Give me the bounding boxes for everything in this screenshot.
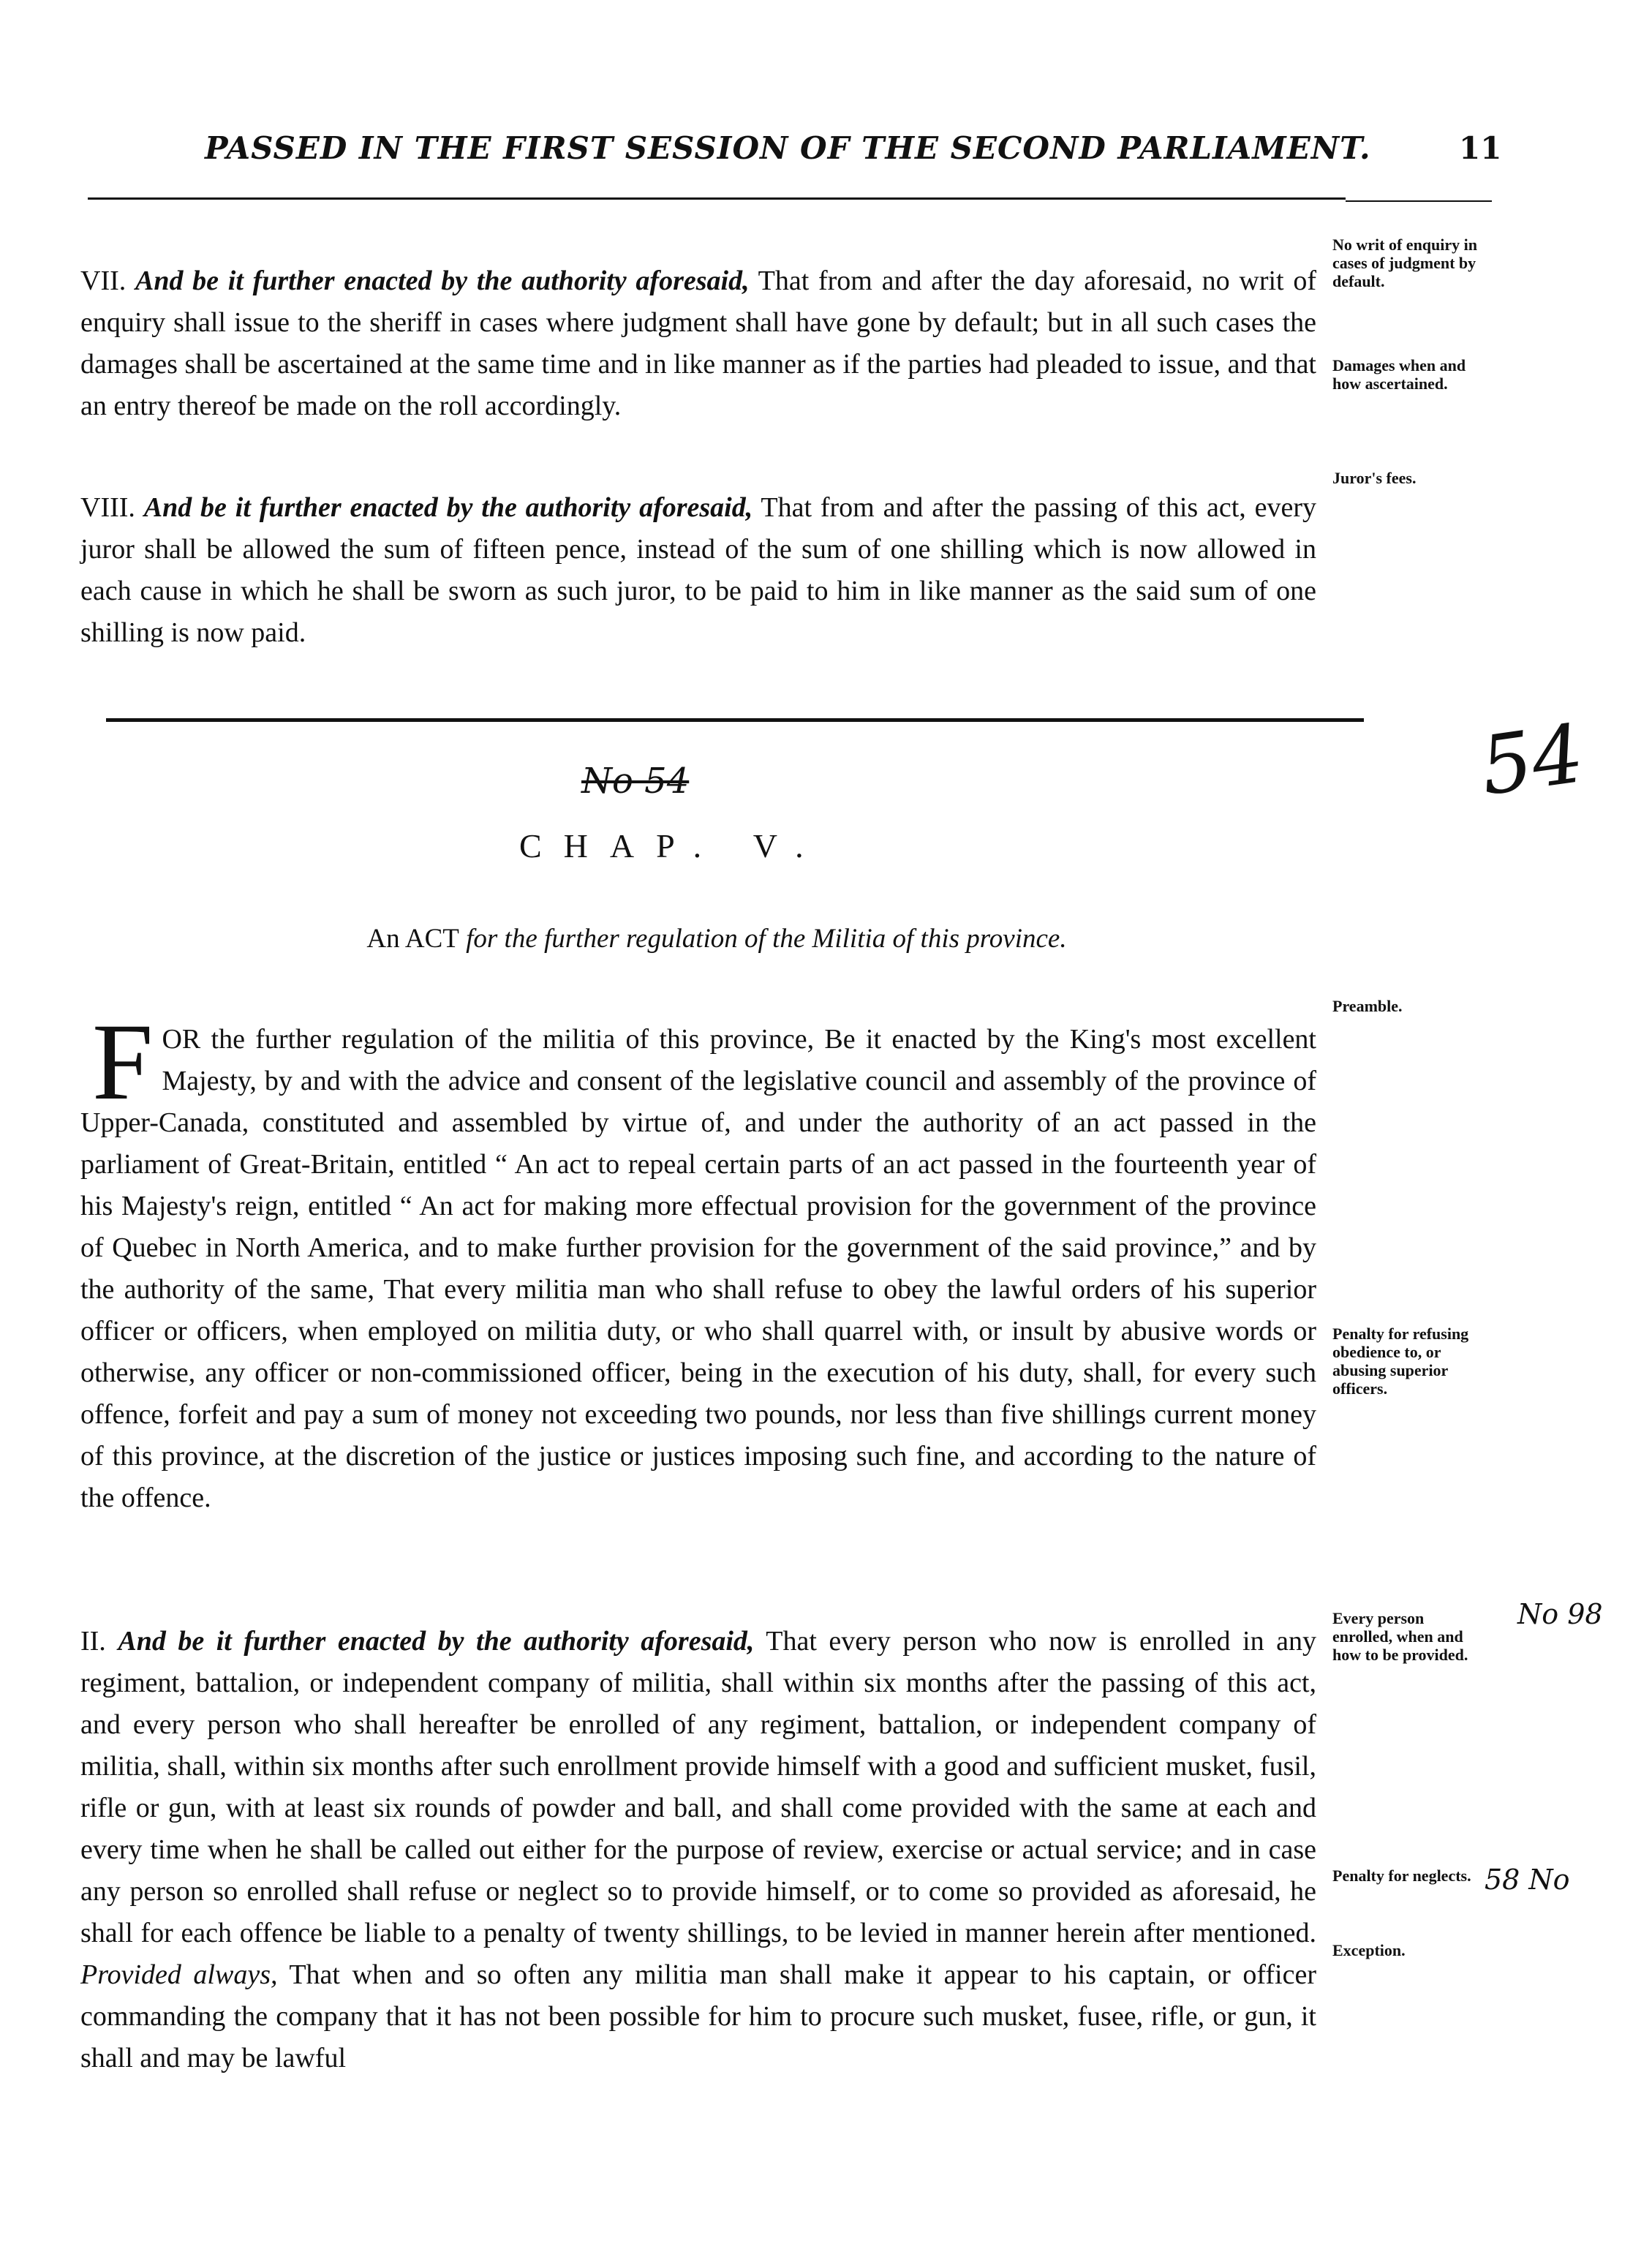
page-number: 11 — [1459, 130, 1502, 166]
act-subject: for the further regulation of the Militia of this province. — [466, 924, 1067, 954]
margin-note-preamble: Preamble. — [1332, 997, 1403, 1015]
chapter-title: CHAP. V. — [519, 827, 826, 864]
act-word: An ACT — [366, 924, 459, 954]
section-text: That from and after the day aforesaid, no writ of enquiry shall issue to the sheriff in cases where judgment shall have gone by default; but in all such cases the damages shall be ascertained at the same time and in like manner as if the parties had pleaded to issue, and that an entry thereof be made on the roll accordingly. — [80, 265, 1316, 421]
margin-note-penalty-refusing: Penalty for refusing obedience to, or abusing superior officers. — [1332, 1325, 1469, 1398]
act-title — [88, 923, 1346, 954]
proviso-clause: Provided always, — [80, 1959, 278, 1990]
header-rule — [88, 197, 1346, 200]
section-text: That every person who now is enrolled in any regiment, battalion, or independent company of militia, shall within six months after the passing of this act, and every person who shall hereafter be enrolled of any regiment, battalion, or independent company of militia, shall, within six months after such enrollment provide himself with a good and sufficient musket, fusil, rifle or gun, with at least six rounds of powder and ball, and shall come provided with the same at each and every time when he shall be called out either for the purpose of review, exercise or actual service; and in case any person so enrolled shall refuse or neglect so to provide himself, or to come so provided as aforesaid, he shall for each offence be liable to a penalty of twenty shillings, to be levied in manner herein after mentioned. — [80, 1626, 1316, 1948]
section-viii — [80, 487, 1316, 654]
section-number: VII. — [80, 265, 127, 296]
header-rule-extension — [1346, 200, 1492, 202]
enacting-clause: And be it further enacted by the authority aforesaid, — [143, 492, 753, 523]
section-number: II. — [80, 1626, 106, 1657]
margin-note-damages: Damages when and how ascertained. — [1332, 356, 1466, 393]
handwritten-annotation-98: No 98 — [1517, 1598, 1603, 1630]
handwritten-page-annotation: 54 — [1474, 706, 1590, 814]
preamble-paragraph — [80, 1001, 1316, 1519]
preamble-text: OR the further regulation of the militia of this province, Be it enacted by the King's most excellent Majesty, by and with the advice and consent of the legislative council and assembly of the province of Upper-Canada, constituted and assembled by virtue of, and under the authority of an act passed in the parliament of Great-Britain, entitled “ An act to repeal certain parts of an act passed in the fourteenth year of his Majesty's reign, entitled “ An act for making more effectual provision for the government of the province of Quebec in North America, and to make further provision for the government of the said province,” and by the authority of the same, That every militia man who shall refuse to obey the lawful orders of his superior officer or officers, when employed on militia duty, or who shall quarrel with, or insult by abusive words or otherwise, any officer or non-commissioned officer, being in the execution of his duty, shall, for every such offence, forfeit and pay a sum of money not exceeding two pounds, nor less than five shillings current money of this province, at the discretion of the justice or justices imposing such fine, and according to the nature of the offence. — [80, 1024, 1316, 1513]
section-ii — [80, 1621, 1316, 2079]
section-vii — [80, 260, 1316, 427]
handwritten-annotation-58: 58 No — [1485, 1864, 1570, 1896]
chapter-divider-rule — [106, 718, 1364, 722]
drop-cap: F — [92, 1001, 154, 1123]
section-text: That from and after the passing of this act, every juror shall be allowed the sum of fifteen pence, instead of the sum of one shilling which is now allowed in each cause in which he shall be sworn as such juror, to be paid to him in like manner as the said sum of one shilling is now paid. — [80, 492, 1317, 648]
enacting-clause: And be it further enacted by the authority aforesaid, — [135, 265, 750, 296]
section-text-continued: That when and so often any militia man shall make it appear to his captain, or officer commanding the company that it has not been possible for him to procure such musket, fusee, rifle, or gun, it shall and may be lawful — [80, 1959, 1316, 2073]
margin-note-exception: Exception. — [1332, 1941, 1406, 1959]
margin-note-jurors-fees: Juror's fees. — [1332, 469, 1417, 487]
margin-note-every-person-enrolled: Every person enrolled, when and how to be provided. — [1332, 1609, 1468, 1664]
running-head: PASSED IN THE FIRST SESSION OF THE SECOND PARLIAMENT. — [205, 130, 1371, 166]
handwritten-chapter-number: No 54 — [581, 761, 690, 802]
enacting-clause: And be it further enacted by the authority aforesaid, — [118, 1626, 755, 1657]
section-number: VIII. — [80, 492, 135, 523]
margin-note-writ-of-enquiry: No writ of enquiry in cases of judgment by default. — [1332, 236, 1477, 290]
margin-note-penalty-neglects: Penalty for neglects. — [1332, 1866, 1471, 1885]
